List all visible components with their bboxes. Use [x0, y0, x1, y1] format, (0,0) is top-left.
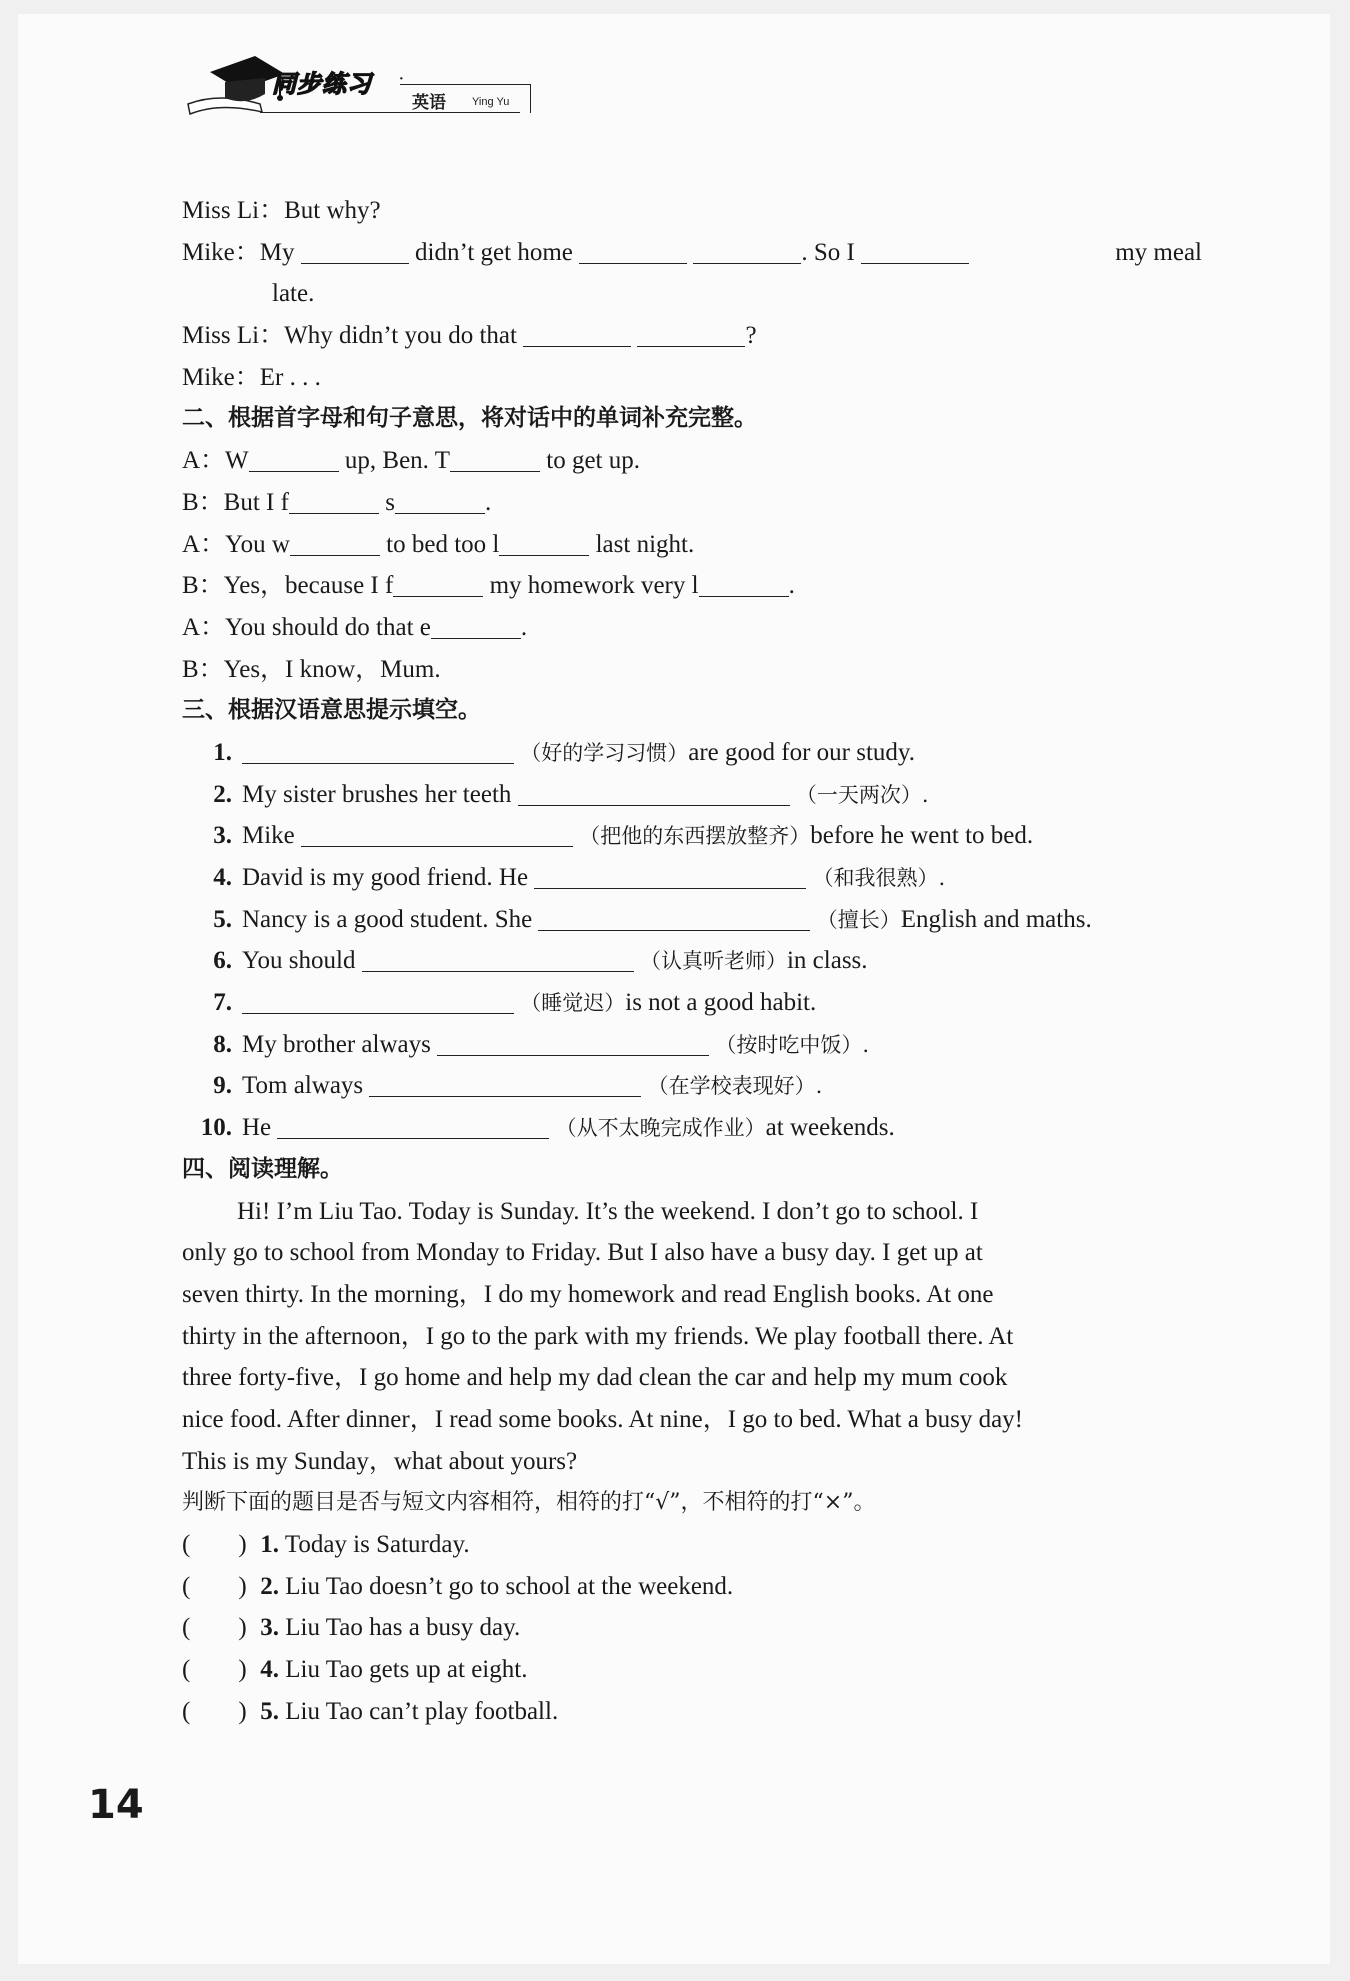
- passage-line: thirty in the afternoon，I go to the park with my friends. We play football there. At: [182, 1322, 1014, 1350]
- answer-blank[interactable]: [301, 820, 573, 847]
- answer-blank[interactable]: [249, 445, 339, 472]
- dialogue-text: Miss Li：But why?: [182, 197, 381, 224]
- section-title: 二、根据首字母和句子意思，将对话中的单词补充完整。: [182, 405, 757, 432]
- page-number: 14: [88, 1782, 144, 1828]
- answer-blank[interactable]: [534, 862, 806, 889]
- tf-question: ( ) 4. Liu Tao gets up at eight.: [182, 1649, 1202, 1691]
- fill-item: 9. Tom always （在学校表现好）.: [213, 1072, 823, 1100]
- exercise-line: B：Yes，because I f my homework very l .: [182, 572, 795, 600]
- passage-line: three forty-five，I go home and help my dad clean the car and help my mum cook: [182, 1364, 1008, 1392]
- page-header: [180, 52, 540, 122]
- fill-item: 3. Mike （把他的东西摆放整齐）before he went to bed.: [213, 822, 1034, 850]
- fill-item: 7. （睡觉迟）is not a good habit.: [213, 989, 817, 1017]
- answer-blank[interactable]: [393, 570, 483, 597]
- series-brand: 同步练习: [272, 70, 372, 98]
- answer-paren[interactable]: ( ): [182, 1697, 247, 1725]
- answer-blank[interactable]: [242, 987, 514, 1014]
- answer-blank[interactable]: [395, 487, 485, 514]
- exercise-line: A：You should do that e .: [182, 613, 528, 641]
- passage-line: This is my Sunday，what about yours?: [182, 1447, 578, 1475]
- fill-item: 2. My sister brushes her teeth （一天两次）.: [213, 780, 929, 808]
- answer-blank[interactable]: [861, 237, 969, 264]
- answer-blank[interactable]: [290, 529, 380, 556]
- answer-blank[interactable]: [579, 237, 687, 264]
- passage-line: only go to school from Monday to Friday. But I also have a busy day. I get up at: [182, 1239, 983, 1267]
- dialogue-text: Miss Li：Why didn’t you do that: [182, 322, 517, 350]
- tf-question: ( ) 1. Today is Saturday.: [182, 1524, 1202, 1566]
- passage-line: Hi! I’m Liu Tao. Today is Sunday. It’s the weekend. I don’t go to school. I: [237, 1197, 979, 1225]
- reading-passage: [182, 1191, 1202, 1483]
- exercise-line: B：But I f s .: [182, 488, 492, 516]
- answer-paren[interactable]: ( ): [182, 1614, 247, 1642]
- answer-blank[interactable]: [499, 529, 589, 556]
- dialogue-text: Mike：Er . . .: [182, 363, 321, 391]
- answer-blank[interactable]: [242, 737, 514, 764]
- fill-item: 10. He （从不太晚完成作业）at weekends.: [200, 1114, 895, 1142]
- fill-item: 8. My brother always （按时吃中饭）.: [213, 1030, 870, 1058]
- answer-blank[interactable]: [277, 1112, 549, 1139]
- page-content: [182, 190, 1202, 1732]
- answer-blank[interactable]: [450, 445, 540, 472]
- passage-line: seven thirty. In the morning，I do my homework and read English books. At one: [182, 1280, 994, 1308]
- dialogue-text: my meal: [1115, 238, 1202, 266]
- passage-line: nice food. After dinner，I read some books. At nine，I go to bed. What a busy day!: [182, 1405, 1024, 1433]
- section-title: 四、阅读理解。: [182, 1155, 343, 1182]
- dialogue-line: [182, 315, 1202, 357]
- dialogue-line: [182, 190, 1202, 232]
- subject-pinyin: Ying Yu: [472, 96, 510, 108]
- answer-paren[interactable]: ( ): [182, 1531, 247, 1558]
- answer-blank[interactable]: [538, 904, 810, 931]
- answer-blank[interactable]: [437, 1029, 709, 1056]
- answer-paren[interactable]: ( ): [182, 1656, 247, 1684]
- subject-label: 英语: [412, 93, 446, 113]
- dialogue-text: late.: [272, 280, 315, 308]
- exercise-line: A：You w to bed too l last night.: [182, 530, 695, 558]
- dialogue-text: Mike：My didn’t get home . So I: [182, 232, 969, 274]
- answer-paren[interactable]: ( ): [182, 1572, 247, 1600]
- answer-blank[interactable]: [699, 570, 789, 597]
- exercise-line: A：W up, Ben. T to get up.: [182, 447, 640, 475]
- dialogue-line: [182, 357, 1202, 399]
- header-dot: ·: [398, 68, 405, 90]
- answer-blank[interactable]: [301, 237, 409, 264]
- fill-item: 5. Nancy is a good student. She （擅长）English and maths.: [213, 905, 1092, 933]
- dialogue-line: [182, 232, 1202, 274]
- section-title: 三、根据汉语意思提示填空。: [182, 697, 481, 724]
- answer-blank[interactable]: [289, 487, 379, 514]
- tf-question: ( ) 5. Liu Tao can’t play football.: [182, 1691, 1202, 1733]
- answer-blank[interactable]: [637, 320, 745, 347]
- tf-question: ( ) 3. Liu Tao has a busy day.: [182, 1607, 1202, 1649]
- judge-instruction: 判断下面的题目是否与短文内容相符，相符的打“√”，不相符的打“×”。: [182, 1490, 876, 1516]
- answer-blank[interactable]: [518, 779, 790, 806]
- dialogue-text: ?: [745, 322, 757, 350]
- exercise-line: B：Yes，I know，Mum.: [182, 655, 441, 683]
- answer-blank[interactable]: [523, 320, 631, 347]
- dialogue-line: [182, 273, 1202, 315]
- fill-item: 1. （好的学习习惯）are good for our study.: [213, 738, 916, 766]
- answer-blank[interactable]: [369, 1070, 641, 1097]
- answer-blank[interactable]: [431, 612, 521, 639]
- fill-item: 4. David is my good friend. He （和我很熟）.: [213, 864, 946, 891]
- answer-blank[interactable]: [693, 237, 801, 264]
- header-rule: [260, 112, 520, 113]
- fill-item: 6. You should （认真听老师）in class.: [213, 947, 868, 975]
- tf-question: ( ) 2. Liu Tao doesn’t go to school at the weekend.: [182, 1566, 1202, 1608]
- answer-blank[interactable]: [362, 945, 634, 972]
